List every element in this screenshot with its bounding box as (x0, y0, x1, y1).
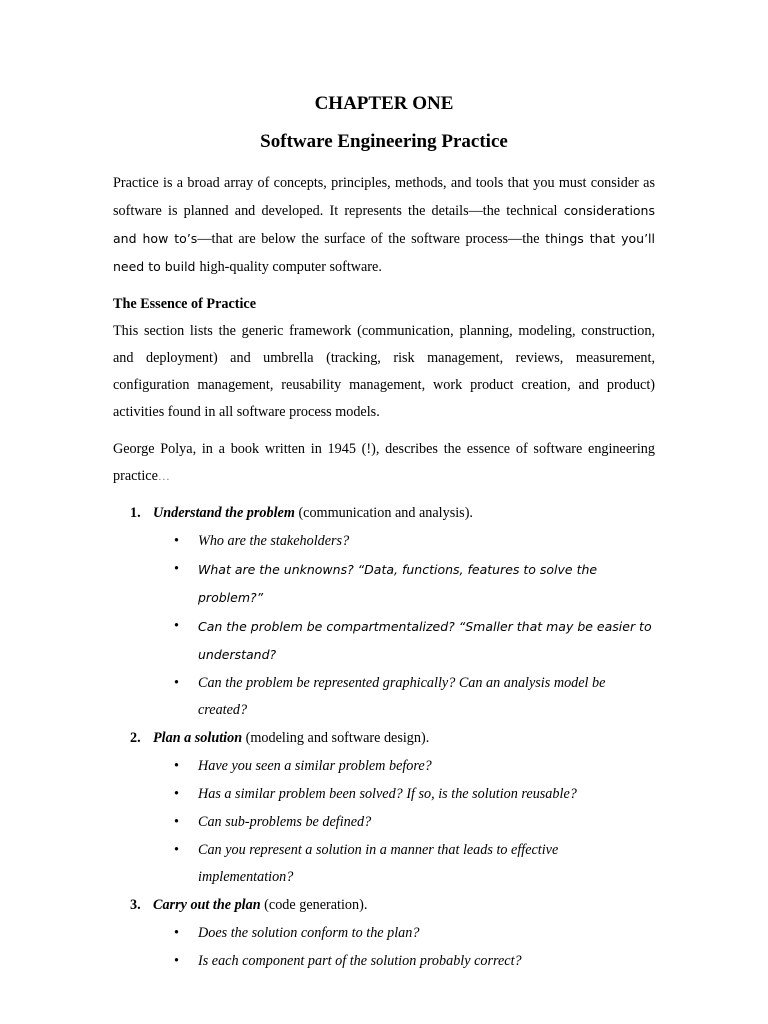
bullet-text: Can sub-problems be defined? (198, 814, 372, 830)
bullet-icon: • (174, 675, 179, 691)
step-bullets (153, 920, 655, 975)
bullet-item (153, 753, 655, 780)
intro-paragraph (113, 170, 655, 281)
step-item (113, 892, 655, 975)
polya-ellipsis: … (157, 469, 170, 483)
section-heading-essence: The Essence of Practice (113, 296, 257, 312)
bullet-text: Who are the stakeholders? (198, 533, 350, 549)
bullet-item (153, 528, 655, 555)
essence-paragraph: This section lists the generic framework (communication, planning, modeling, construction, and deployment) and umbrella (tracking, risk management, reviews, measurement, configuration management, reusability management, work product creation, and product) activities found in all software process models. (113, 323, 655, 420)
bullet-item (153, 837, 655, 891)
bullet-text: Is each component part of the solution probably correct? (198, 953, 522, 969)
step-note: (communication and analysis). (294, 505, 473, 521)
bullet-text: Does the solution conform to the plan? (198, 925, 420, 941)
step-item (113, 500, 655, 724)
step-title: Understand the problem (153, 505, 295, 521)
bullet-icon: • (174, 925, 179, 941)
step-bullets (153, 753, 655, 891)
bullet-item (153, 613, 655, 669)
bullet-text: Can the problem be represented graphically? Can an analysis model be created? (198, 675, 606, 718)
bullet-item (153, 556, 655, 612)
bullet-icon: • (174, 814, 179, 830)
bullet-icon: • (174, 533, 179, 549)
intro-text-5: high-quality computer software. (199, 259, 382, 275)
bullet-text: What are the unknowns? “Data, functions, features to solve the problem?” (198, 562, 598, 605)
bullet-item (153, 670, 655, 724)
bullet-icon: • (174, 758, 179, 774)
bullet-item (153, 781, 655, 808)
step-item (113, 725, 655, 891)
bullet-icon: • (174, 618, 179, 634)
chapter-title: Software Engineering Practice (260, 131, 508, 152)
polya-paragraph (113, 436, 655, 490)
step-number: 2. (130, 730, 141, 746)
bullet-text: Can the problem be compartmentalized? “Smaller that may be easier to understand? (198, 619, 652, 662)
bullet-icon: • (174, 953, 179, 969)
document-page (113, 90, 655, 976)
step-bullets (153, 528, 655, 724)
step-note: (code generation). (260, 897, 368, 913)
step-number: 1. (130, 505, 141, 521)
step-title: Plan a solution (153, 730, 243, 746)
bullet-text: Have you seen a similar problem before? (198, 758, 432, 774)
intro-text-3: —that are below the surface of the software process—the (197, 231, 546, 247)
polya-text: George Polya, in a book written in 1945 (!), describes the essence of software engineering practice (113, 441, 655, 484)
polya-steps-list (113, 500, 655, 975)
bullet-item (153, 948, 655, 975)
intro-text-2: considerations and how to’s (113, 203, 655, 246)
intro-text-1: Practice is a broad array of concepts, principles, methods, and tools that you must consider as software is planned and developed. It represents the details—the technical (113, 175, 655, 219)
intro-text-4: things that you’ll need to build (113, 231, 656, 274)
bullet-icon: • (174, 842, 179, 858)
bullet-icon: • (174, 561, 179, 577)
bullet-item (153, 809, 655, 836)
bullet-text: Has a similar problem been solved? If so, is the solution reusable? (198, 786, 577, 802)
step-number: 3. (130, 897, 141, 913)
chapter-heading: CHAPTER ONE (314, 93, 454, 114)
bullet-item (153, 920, 655, 947)
step-note: (modeling and software design). (242, 730, 430, 746)
bullet-text: Can you represent a solution in a manner that leads to effective implementation? (198, 842, 559, 885)
bullet-icon: • (174, 786, 179, 802)
step-title: Carry out the plan (153, 897, 261, 913)
